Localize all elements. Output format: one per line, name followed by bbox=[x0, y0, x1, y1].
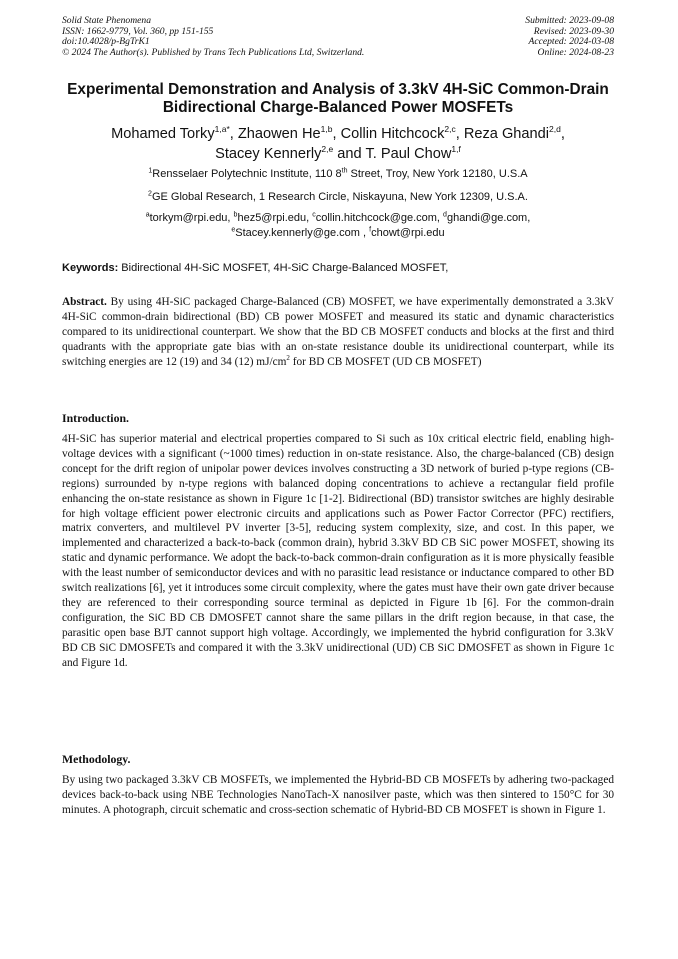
email-link[interactable]: chowt@rpi.edu bbox=[371, 226, 445, 239]
accepted-date: Accepted: 2024-03-08 bbox=[528, 36, 614, 48]
affiliation-ge: $^2$GE Global Research, 1 Research Circle, Niskayuna, New York 12309, U.S.A. bbox=[148, 190, 528, 203]
keywords-label: Keywords: bbox=[62, 262, 119, 274]
paper-title: Experimental Demonstration and Analysis of 3.3kV 4H-SiC Common-Drain Bidirectional Charge-Balanced Power MOSFETs bbox=[67, 81, 609, 116]
journal-name: Solid State Phenomena bbox=[62, 15, 151, 26]
author-name: Zhaowen He bbox=[237, 126, 321, 142]
author-affiliation-mark: 2,d bbox=[549, 124, 561, 135]
email-link[interactable]: collin.hitchcock@ge.com, bbox=[315, 212, 444, 224]
doi-line: doi:10.4028/p-BgTrK1 bbox=[62, 36, 150, 48]
abstract-paragraph: Abstract. By using 4H-SiC packaged Charge-Balanced (CB) MOSFET, we have experimentally demonstrated a 3.3kV 4H-SiC common-drain bidirectional (BD) CB power MOSFET and measured its static and dynamic characteristics compared to its unidirectional counterpart. We show that the BD CB MOSFET conducts and blocks at the first and third quadrants with the appropriate gate bias with an on-state resistance double its unidirectional counterpart, while its switching energies are 12 (19) and 34 (12) $mJ/cm^2$ for BD CB MOSFET (UD CB MOSFET) bbox=[62, 296, 614, 368]
email-link[interactable]: ghandi@ge.com, bbox=[446, 212, 531, 224]
revised-date: Revised: 2023-09-30 bbox=[533, 25, 614, 37]
author-conjunction: and bbox=[337, 146, 362, 162]
author-affiliation-mark: 1,f bbox=[451, 144, 461, 155]
methodology-heading: Methodology. bbox=[62, 752, 131, 766]
affiliation-rpi: $^1$Rensselaer Polytechnic Institute, 110 8th Street, Troy, New York 12180, U.S.A bbox=[148, 167, 528, 180]
keywords-line bbox=[62, 262, 622, 275]
online-date: Online: 2024-08-23 bbox=[537, 46, 614, 58]
email-link[interactable]: Stacey.kennerly@ge.com , bbox=[235, 226, 370, 239]
introduction-paragraph: 4H-SiC has superior material and electrical properties compared to Si such as 10x critical electric field, enabling high-voltage devices with a significant (~1000 times) reduction in on-state resistance. Also, the charge-balanced (CB) design concept for the drift region of unipolar power devices involves constructing a 3D network of buried p-type regions (CB-regions) surrounded by n-type regions with balanced doping concentrations to achieve a rectangular field profile enhancing the on-state resistance as shown in Figure 1c [1-2]. Bidirectional (BD) transistor switches are highly desirable for high voltage efficient power electronic circuits and applications such as Power Factor Corrector (PFC) rectifiers, matrix converters, and multilevel PV inverter [3-5], reducing system complexity, size, and cost. In this paper, we implemented and characterized a back-to-back (common drain), hybrid 3.3kV BD CB SiC power MOSFET, showing its static and dynamic performance. We adopt the back-to-back common-drain configuration as it is more physically feasible with the least number of semiconductor devices and with no parasitic lead resistance or inductance compared to other BD switch realizations [6], yet it introduces some circuit complexity, where the gates must have their own gate driver because they are referenced to their corresponding source terminal as depicted in Figure 1b [6]. For the common-drain configuration, the SiC BD CB DMOSFET cannot share the same pillars in the drift region because, in that case, the parasitic open base BJT cannot support high voltage. Accordingly, we implemented the hybrid configuration for 3.3kV BD CB SiC DMOSFETs and compared it with the 3.3kV unidirectional (UD) CB SiC DMOSFET as shown in Figure 1c and Figure 1d. bbox=[62, 433, 614, 669]
author-name: T. Paul Chow bbox=[365, 146, 452, 162]
affiliation-number: 2 bbox=[148, 190, 152, 198]
author-affiliation-mark: 2,e bbox=[321, 144, 334, 155]
author-affiliation-mark: 1,b bbox=[320, 124, 333, 135]
copyright-line: © 2024 The Author(s). Published by Trans Tech Publications Ltd, Switzerland. bbox=[62, 46, 365, 58]
issn-line: ISSN: 1662-9779, Vol. 360, pp 151-155 bbox=[62, 25, 214, 37]
author-name: Reza Ghandi bbox=[463, 126, 550, 142]
author-name: Stacey Kennerly bbox=[215, 146, 322, 162]
author-affiliation-mark: 2,c bbox=[444, 124, 456, 135]
abstract-label: Abstract. bbox=[62, 296, 107, 308]
email-link[interactable]: torkym@rpi.edu, bbox=[149, 212, 234, 224]
introduction-heading: Introduction. bbox=[62, 411, 129, 425]
affiliation-number: 1 bbox=[148, 167, 153, 175]
author-emails: $^a$torkym@rpi.edu, $^b$hez5@rpi.edu, $^c$collin.hitchcock@ge.com, $^d$ghandi@ge.com, $^e$Stacey.kennerly@ge.com , $^f$chowt@rpi.edu bbox=[145, 211, 531, 239]
author-name: Collin Hitchcock bbox=[340, 126, 445, 142]
methodology-paragraph: By using two packaged 3.3kV CB MOSFETs, we implemented the Hybrid-BD CB MOSFETs by adhering two-packaged devices back-to-back using NBE Technologies NanoTach-X nanosilver paste, which was then sintered to 150°C for 30 minutes. A photograph, circuit schematic and cross-section schematic of Hybrid-BD CB MOSFET is shown in Figure 1. bbox=[62, 774, 614, 816]
author-name: Mohamed Torky bbox=[111, 126, 215, 142]
author-list: Mohamed Torky$^{1,a*}$, Zhaowen He$^{1,b}$, Collin Hitchcock$^{2,c}$, Reza Ghandi$^{2,d}$, Stacey Kennerly$^{2,e}$ and T. Paul Chow$^{1,f}$ bbox=[111, 124, 565, 162]
keywords-text: Bidirectional 4H-SiC MOSFET, 4H-SiC Charge-Balanced MOSFET, bbox=[118, 262, 449, 274]
email-link[interactable]: hez5@rpi.edu, bbox=[237, 212, 313, 224]
publication-dates bbox=[525, 16, 614, 58]
journal-info bbox=[62, 16, 364, 58]
submitted-date: Submitted: 2023-09-08 bbox=[525, 15, 614, 26]
author-affiliation-mark: 1,a* bbox=[214, 124, 230, 135]
